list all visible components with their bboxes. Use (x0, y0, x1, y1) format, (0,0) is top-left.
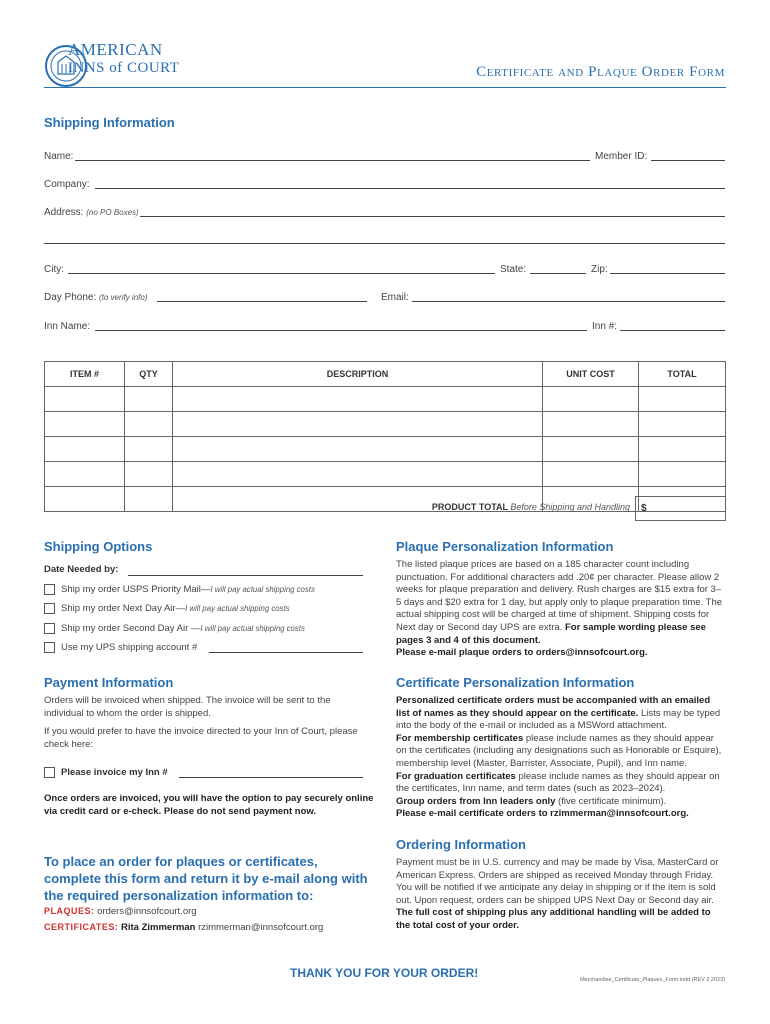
inn-number-field[interactable] (620, 330, 725, 331)
option-usps-priority[interactable]: Ship my order USPS Priority Mail—I will pay actual shipping costs (44, 584, 315, 595)
table-row (45, 437, 726, 462)
form-title: Certificate and Plaque Order Form (476, 64, 725, 80)
table-header-row (45, 362, 726, 387)
city-label: City: (44, 264, 64, 275)
address-field-1[interactable] (140, 216, 725, 217)
table-row (45, 412, 726, 437)
ups-account-field[interactable] (209, 652, 363, 653)
table-cell[interactable] (639, 462, 726, 487)
state-label: State: (500, 264, 527, 275)
inn-name-label: Inn Name: (44, 321, 91, 332)
zip-label: Zip: (591, 264, 608, 275)
col-header-total: TOTAL (639, 362, 726, 387)
table-cell[interactable] (173, 412, 543, 437)
table-cell[interactable] (173, 387, 543, 412)
plaque-info-heading: Plaque Personalization Information (396, 539, 614, 554)
payment-paragraph-2: If you would prefer to have the invoice directed to your Inn of Court, please check here: (44, 726, 358, 750)
place-order-heading: To place an order for plaques or certificates, complete this form and return it by e-mail along with the required personalization information to: (44, 854, 368, 903)
product-total-label: PRODUCT TOTAL Before Shipping and Handling (431, 502, 630, 512)
inn-name-field[interactable] (95, 330, 587, 331)
table-cell[interactable] (639, 387, 726, 412)
table-row (45, 387, 726, 412)
payment-info-heading: Payment Information (44, 675, 174, 690)
table-cell[interactable] (45, 487, 125, 512)
day-phone-label: Day Phone: (to verify info) (44, 292, 148, 303)
plaque-email-note[interactable]: Please e-mail plaque orders to orders@innsofcourt.org. (396, 647, 648, 659)
certificates-contact: CERTIFICATES: Rita Zimmerman rzimmerman@innsofcourt.org (44, 922, 324, 933)
table-cell[interactable] (125, 487, 173, 512)
currency-symbol: $ (641, 503, 647, 514)
table-cell[interactable] (173, 437, 543, 462)
table-cell[interactable] (45, 387, 125, 412)
checkbox[interactable] (44, 623, 55, 634)
address-label: Address: (no PO Boxes) (44, 207, 139, 218)
invoice-inn-option[interactable]: Please invoice my Inn # (44, 767, 168, 778)
name-label: Name: (44, 151, 74, 162)
checkbox[interactable] (44, 767, 55, 778)
table-cell[interactable] (543, 387, 639, 412)
member-id-label: Member ID: (595, 151, 648, 162)
col-header-description: DESCRIPTION (173, 362, 543, 387)
email-label: Email: (381, 292, 409, 303)
certificate-email-note[interactable]: Please e-mail certificate orders to rzimmerman@innsofcourt.org. (396, 808, 689, 820)
shipping-options-heading: Shipping Options (44, 539, 153, 554)
header-divider (44, 87, 726, 88)
table-cell[interactable] (125, 437, 173, 462)
table-cell[interactable] (45, 462, 125, 487)
table-cell[interactable] (125, 387, 173, 412)
plaques-contact: PLAQUES: orders@innsofcourt.org (44, 906, 197, 917)
table-row (45, 462, 726, 487)
table-cell[interactable] (45, 412, 125, 437)
checkbox[interactable] (44, 584, 55, 595)
plaque-info-body: The listed plaque prices are based on a 185 character count including punctuation. For additional characters add .20¢ per character. Please allow 2 weeks for plaque preparation and delivery. Rush charges are $15 extra for 3–5 days and $20 extra for 1 day, but apply only to plaque preparation time. The actual shipping cost will be charged at time of shipment. Shipping costs for Next day or Second day UPS are extra. For sample wording please see pages 3 and 4 of this document. Please e-mail plaque orders to orders@innsofcourt.org. (396, 559, 723, 659)
company-label: Company: (44, 179, 90, 190)
ordering-info-body: Payment must be in U.S. currency and may be made by Visa, MasterCard or American Express. Orders are shipped as received Monday through Friday. You will be notified if we anticipate any delay in shipping or if the item is sold out. Upon request, orders can be shipped UPS Next Day or Second day air. The full cost of shipping plus any additional handling will be added to the total cost of your order. (396, 857, 719, 931)
plaques-email-link[interactable]: orders@innsofcourt.org (97, 906, 197, 917)
name-field[interactable] (75, 160, 590, 161)
certificate-info-heading: Certificate Personalization Information (396, 675, 635, 690)
col-header-unit-cost: UNIT COST (543, 362, 639, 387)
plaque-sample-note: For sample wording please see pages 3 and 4 of this document. (396, 621, 706, 646)
table-cell[interactable] (543, 437, 639, 462)
thank-you-message: THANK YOU FOR YOUR ORDER! (290, 966, 479, 980)
inn-number-label: Inn #: (592, 321, 618, 332)
col-header-item: ITEM # (45, 362, 125, 387)
logo-wordmark: AMERICAN INNS of COURT (68, 40, 180, 76)
option-ups-account[interactable]: Use my UPS shipping account # (44, 642, 197, 653)
date-needed-field[interactable] (128, 575, 363, 576)
payment-paragraph-1: Orders will be invoiced when shipped. The invoice will be sent to the individual to whom the order is shipped. (44, 695, 331, 719)
table-cell[interactable] (543, 462, 639, 487)
shipping-info-heading: Shipping Information (44, 115, 175, 130)
table-cell[interactable] (543, 412, 639, 437)
invoice-inn-field[interactable] (179, 777, 363, 778)
company-field[interactable] (95, 188, 725, 189)
certificates-email-link[interactable]: rzimmerman@innsofcourt.org (198, 922, 324, 933)
checkbox[interactable] (44, 642, 55, 653)
zip-field[interactable] (610, 273, 725, 274)
table-cell[interactable] (639, 412, 726, 437)
date-needed-label: Date Needed by: (44, 564, 119, 575)
ordering-info-heading: Ordering Information (396, 837, 526, 852)
address-field-2[interactable] (44, 243, 725, 244)
certificate-info-body: Personalized certificate orders must be accompanied with an emailed list of names as they should appear on the certificate. Lists may be typed into the body of the e-mail or included as a MSWord attachment. For membership certificates please include names as they should appear on the certificates (including any designations such as Honorable or Esquire), membership level (Master, Barrister, Associate, Pupil), and Inn name. For graduation certificates please include names as they should appear on the certificates, Inn name, and term dates (such as 2023–2024). Group orders from Inn leaders only (five certificate minimum). Please e-mail certificate orders to rzimmerman@innsofcourt.org. (396, 695, 722, 820)
email-field[interactable] (412, 301, 725, 302)
day-phone-field[interactable] (157, 301, 367, 302)
table-cell[interactable] (173, 462, 543, 487)
product-total-field[interactable] (635, 496, 726, 521)
city-field[interactable] (68, 273, 495, 274)
state-field[interactable] (530, 273, 586, 274)
option-second-day-air[interactable]: Ship my order Second Day Air —I will pay actual shipping costs (44, 623, 305, 634)
checkbox[interactable] (44, 603, 55, 614)
file-reference: Merchandise_Certificate_Plaques_Form.indd (REV 2.2023) (580, 977, 725, 983)
table-cell[interactable] (125, 462, 173, 487)
payment-note: Once orders are invoiced, you will have the option to pay securely online via credit card or e-check. Please do not send payment now. (44, 793, 374, 817)
table-cell[interactable] (125, 412, 173, 437)
order-items-table (44, 361, 726, 512)
option-next-day-air[interactable]: Ship my order Next Day Air—I will pay actual shipping costs (44, 603, 290, 614)
col-header-qty: QTY (125, 362, 173, 387)
member-id-field[interactable] (651, 160, 725, 161)
table-cell[interactable] (639, 437, 726, 462)
table-cell[interactable] (45, 437, 125, 462)
